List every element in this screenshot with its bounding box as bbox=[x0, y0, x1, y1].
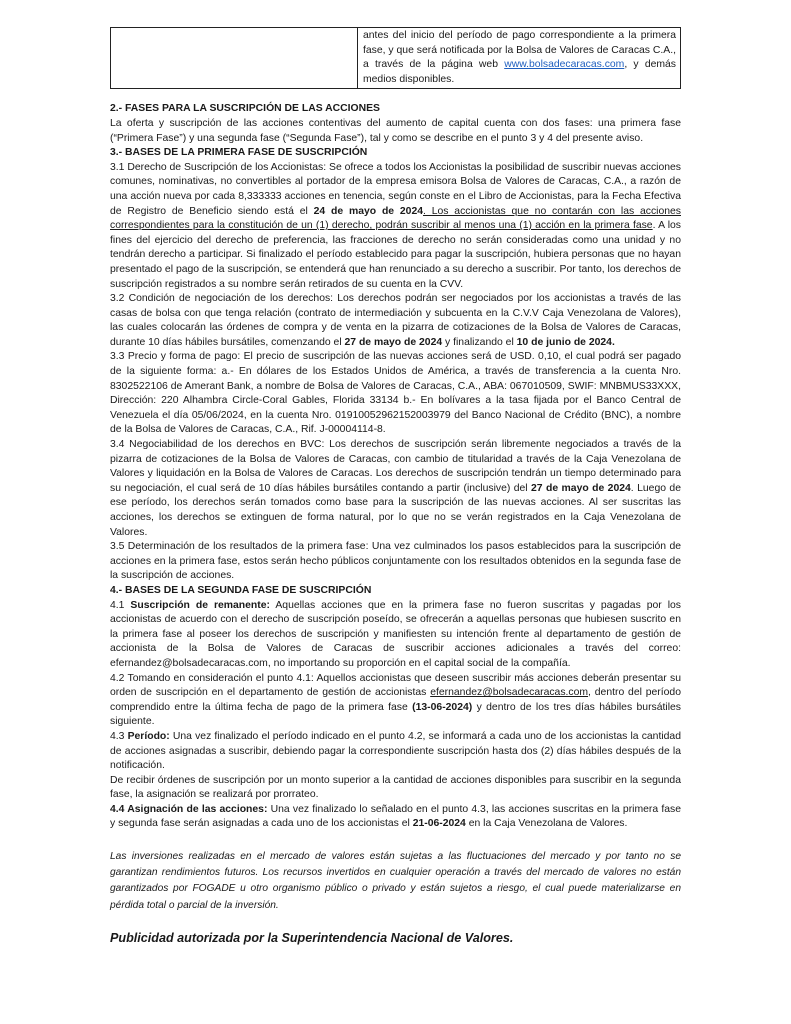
section-2-text: La oferta y suscripción de las acciones contentivas del aumento de capital cuenta con dos fases: una primera fase (“Primera Fase”) y una segunda fase (“Segunda Fase”), tal y como se describe en el punto 3 y 4 del presente aviso. bbox=[110, 117, 681, 144]
paragraph-3-1-text: 3.1 Derecho de Suscripción de los Accionistas: Se ofrece a todos los Accionistas la posibilidad de suscribir nuevas acciones comunes, nominativas, no convertibles al portador de la empresa emisora Bolsa de Valores de Caracas, C.A., a razón de una acción nueva por cada 8,333333 acciones en tenencia, según conste en el Libro de Accionistas, para la Fecha Efectiva de Registro de Beneficio siendo está el bbox=[110, 161, 681, 217]
paragraph-4-3 bbox=[110, 730, 681, 774]
last-payment-date: (13-06-2024) bbox=[412, 701, 473, 713]
paragraph-4-2-text-end: y dentro de los tres días hábiles bursátiles siguiente. bbox=[110, 701, 681, 728]
table-row bbox=[111, 28, 681, 89]
table-cell-right bbox=[358, 28, 681, 89]
paragraph-4-4-text: Una vez finalizado lo señalado en el punto 4.3, las acciones suscritas en la primera fase y segunda fase serán asignadas a cada uno de los accionistas el bbox=[110, 803, 681, 830]
paragraph-3-4 bbox=[110, 438, 681, 540]
table-cell-text-end: , y demás medios disponibles. bbox=[363, 59, 677, 85]
email-link[interactable]: efernandez@bolsadecaracas.com bbox=[430, 687, 589, 699]
table-cell-left bbox=[111, 28, 358, 89]
section-4-heading: 4.- BASES DE LA SEGUNDA FASE DE SUSCRIPCIÓN bbox=[110, 584, 372, 596]
negotiation-start-date: 27 de mayo de 2024 bbox=[531, 482, 631, 494]
paragraph-3-4-text: 3.4 Negociabilidad de los derechos en BVC: Los derechos de suscripción serán libremente negociados a través de la pizarra de cotizaciones de la Bolsa de Valores de Caracas, con cambio de titularidad a través de la Caja Venezolana de Valores y liquidación en la Bolsa de Valores de Caracas. Los derechos de suscripción tendrán un tiempo determinado para su negociación, el cual será de 10 días hábiles bursátiles contando a partir (inclusive) del bbox=[110, 439, 681, 494]
paragraph-4-1-number: 4.1 bbox=[110, 599, 131, 611]
paragraph-4-4 bbox=[110, 803, 681, 832]
website-link[interactable]: www.bolsadecaracas.com bbox=[504, 59, 625, 71]
paragraph-3-1-text-end: . A los fines del ejercicio del derecho de preferencia, las fracciones de derecho no serán consideradas como una unidad y no tendrán derecho a participar. Si finalizado el período establecido para pagar la suscripción, hubiera personas que no hayan presentado el pago de la suscripción, se entenderá que han renunciado a su derecho a suscribir. Por tanto, los derechos de suscripción registrados a su nombre serán retirados de su cuenta en la CVV. bbox=[110, 220, 681, 290]
risk-disclaimer: Las inversiones realizadas en el mercado de valores están sujetas a las fluctuaciones del mercado y por tanto no se garantizan rendimientos futuros. Los recursos invertidos en cualquier operación a través del mercado de valores no están garantizados por FOGADE u otro organismo público o privado y están sujetos a riesgo, el cual puede materializarse en pérdida total o parcial de la inversión. bbox=[110, 851, 681, 911]
document-body bbox=[110, 102, 681, 832]
allocation-date: 21-06-2024 bbox=[412, 818, 466, 830]
section-2-heading: 2.- FASES PARA LA SUSCRIPCIÓN DE LAS ACCIONES bbox=[110, 103, 380, 115]
trading-start-date: 27 de mayo de 2024 bbox=[344, 336, 443, 348]
paragraph-3-5: 3.5 Determinación de los resultados de la primera fase: Una vez culminados los pasos establecidos para la suscripción de acciones en la primera fase, estos serán hecho públicos conjuntamente con los resultados obtenidos en la segunda fase de la suscripción de acciones. bbox=[110, 541, 681, 582]
paragraph-4-3-number: 4.3 bbox=[110, 730, 128, 742]
paragraph-4-4-text-end: en la Caja Venezolana de Valores. bbox=[465, 818, 628, 830]
paragraph-4-4-title: 4.4 Asignación de las acciones: bbox=[110, 803, 268, 815]
paragraph-4-2 bbox=[110, 672, 681, 730]
schedule-table bbox=[110, 27, 681, 89]
paragraph-4-3-prorate: De recibir órdenes de suscripción por un monto superior a la cantidad de acciones disponibles para suscribir en la segunda fase, la asignación se realizará por prorrateo. bbox=[110, 774, 681, 801]
paragraph-3-2-text: 3.2 Condición de negociación de los derechos: Los derechos podrán ser negociados por los accionistas a través de las casas de bolsa con que tenga relación (contrato de intermediación y subcuenta en la C.V.V Caja Venezolana de Valores), las cuales colocarán las órdenes de compra y de venta en la pizarra de cotizaciones de la Bolsa de Valores de Caracas, durante 10 días hábiles bursátiles, comenzando el bbox=[110, 293, 681, 348]
authorization-notice: Publicidad autorizada por la Superintendencia Nacional de Valores. bbox=[110, 930, 514, 945]
paragraph-4-1 bbox=[110, 599, 681, 672]
paragraph-3-1-underlined: . Los accionistas que no contarán con las acciones correspondientes para la constitución de un (1) derecho, podrán suscribir al menos una (1) acción en la primera fase bbox=[110, 205, 681, 232]
paragraph-3-2-text-mid: y finalizando el bbox=[442, 336, 517, 348]
document-page bbox=[110, 27, 681, 957]
paragraph-3-3: 3.3 Precio y forma de pago: El precio de suscripción de las nuevas acciones será de USD. 0,10, el cual podrá ser pagado de la siguiente forma: a.- En dólares de los Estados Unidos de América, a través de transferencia a la cuenta Nro. 8302522106 de Amerant Bank, a nombre de Bolsa de Valores de Caracas, C.A., ABA: 067010509, SWIF: MNBMUS33XXX, Dirección: 220 Alhambra Circle-Coral Gables, Florida 33134 b.- En bolívares a la tasa fijada por el Banco Central de Venezuela el día 05/06/2024, en la cuenta Nro. 01910052962152003979 del Banco Nacional de Crédito (BNC), a nombre de la Bolsa de Valores de Caracas, C.A., Rif. J-00004114-8. bbox=[110, 351, 681, 436]
record-date: 24 de mayo de 2024 bbox=[313, 205, 424, 217]
paragraph-4-3-title: Período: bbox=[127, 730, 170, 742]
trading-end-date: 10 de junio de 2024. bbox=[516, 336, 615, 348]
paragraph-4-2-text-mid: , dentro del período comprendido entre la última fecha de pago de la primera fase bbox=[110, 687, 681, 713]
table-cell-text: antes del inicio del período de pago correspondiente a la primera fase, y que será notificada por la Bolsa de Valores de Caracas C.A., a través de la página web bbox=[363, 30, 676, 71]
paragraph-4-2-text: 4.2 Tomando en consideración el punto 4.1: Aquellos accionistas que deseen suscribir más acciones deberán presentar su orden de suscripción en el departamento de gestión de accionistas bbox=[110, 672, 681, 699]
paragraph-3-2 bbox=[110, 292, 681, 350]
paragraph-3-4-text-end: . Luego de ese período, los derechos serán tomados como base para la suscripción de las nuevas acciones. Al ser suscritas las acciones, los derechos se extinguen de forma natural, por lo que no se verán registrados en la Caja Venezolana de Valores. bbox=[110, 482, 681, 538]
paragraph-3-1 bbox=[110, 161, 681, 292]
paragraph-4-1-text: Aquellas acciones que en la primera fase no fueron suscritas y pagadas por los accionistas de acuerdo con el derecho de suscripción poseído, se ofrecerán a aquellas personas que hubiesen suscrito en la primera fase al poseer los derechos de suscripción y manifiesten su intención frente al departamento de gestión de accionista de la Bolsa de Valores de Caracas de suscribir acciones adicionales a través del correo: efernandez@bolsadecaracas.com, no importando su proporción en el capital social de la compañía. bbox=[110, 599, 681, 669]
paragraph-4-3-text: Una vez finalizado el período indicado en el punto 4.2, se informará a cada uno de los accionistas la cantidad de acciones asignadas a suscribir, debiendo pagar la correspondiente suscripción hasta dos (2) días hábiles después de la notificación. bbox=[110, 730, 681, 772]
paragraph-4-1-title: Suscripción de remanente: bbox=[130, 599, 270, 611]
section-3-heading: 3.- BASES DE LA PRIMERA FASE DE SUSCRIPCIÓN bbox=[110, 147, 368, 159]
